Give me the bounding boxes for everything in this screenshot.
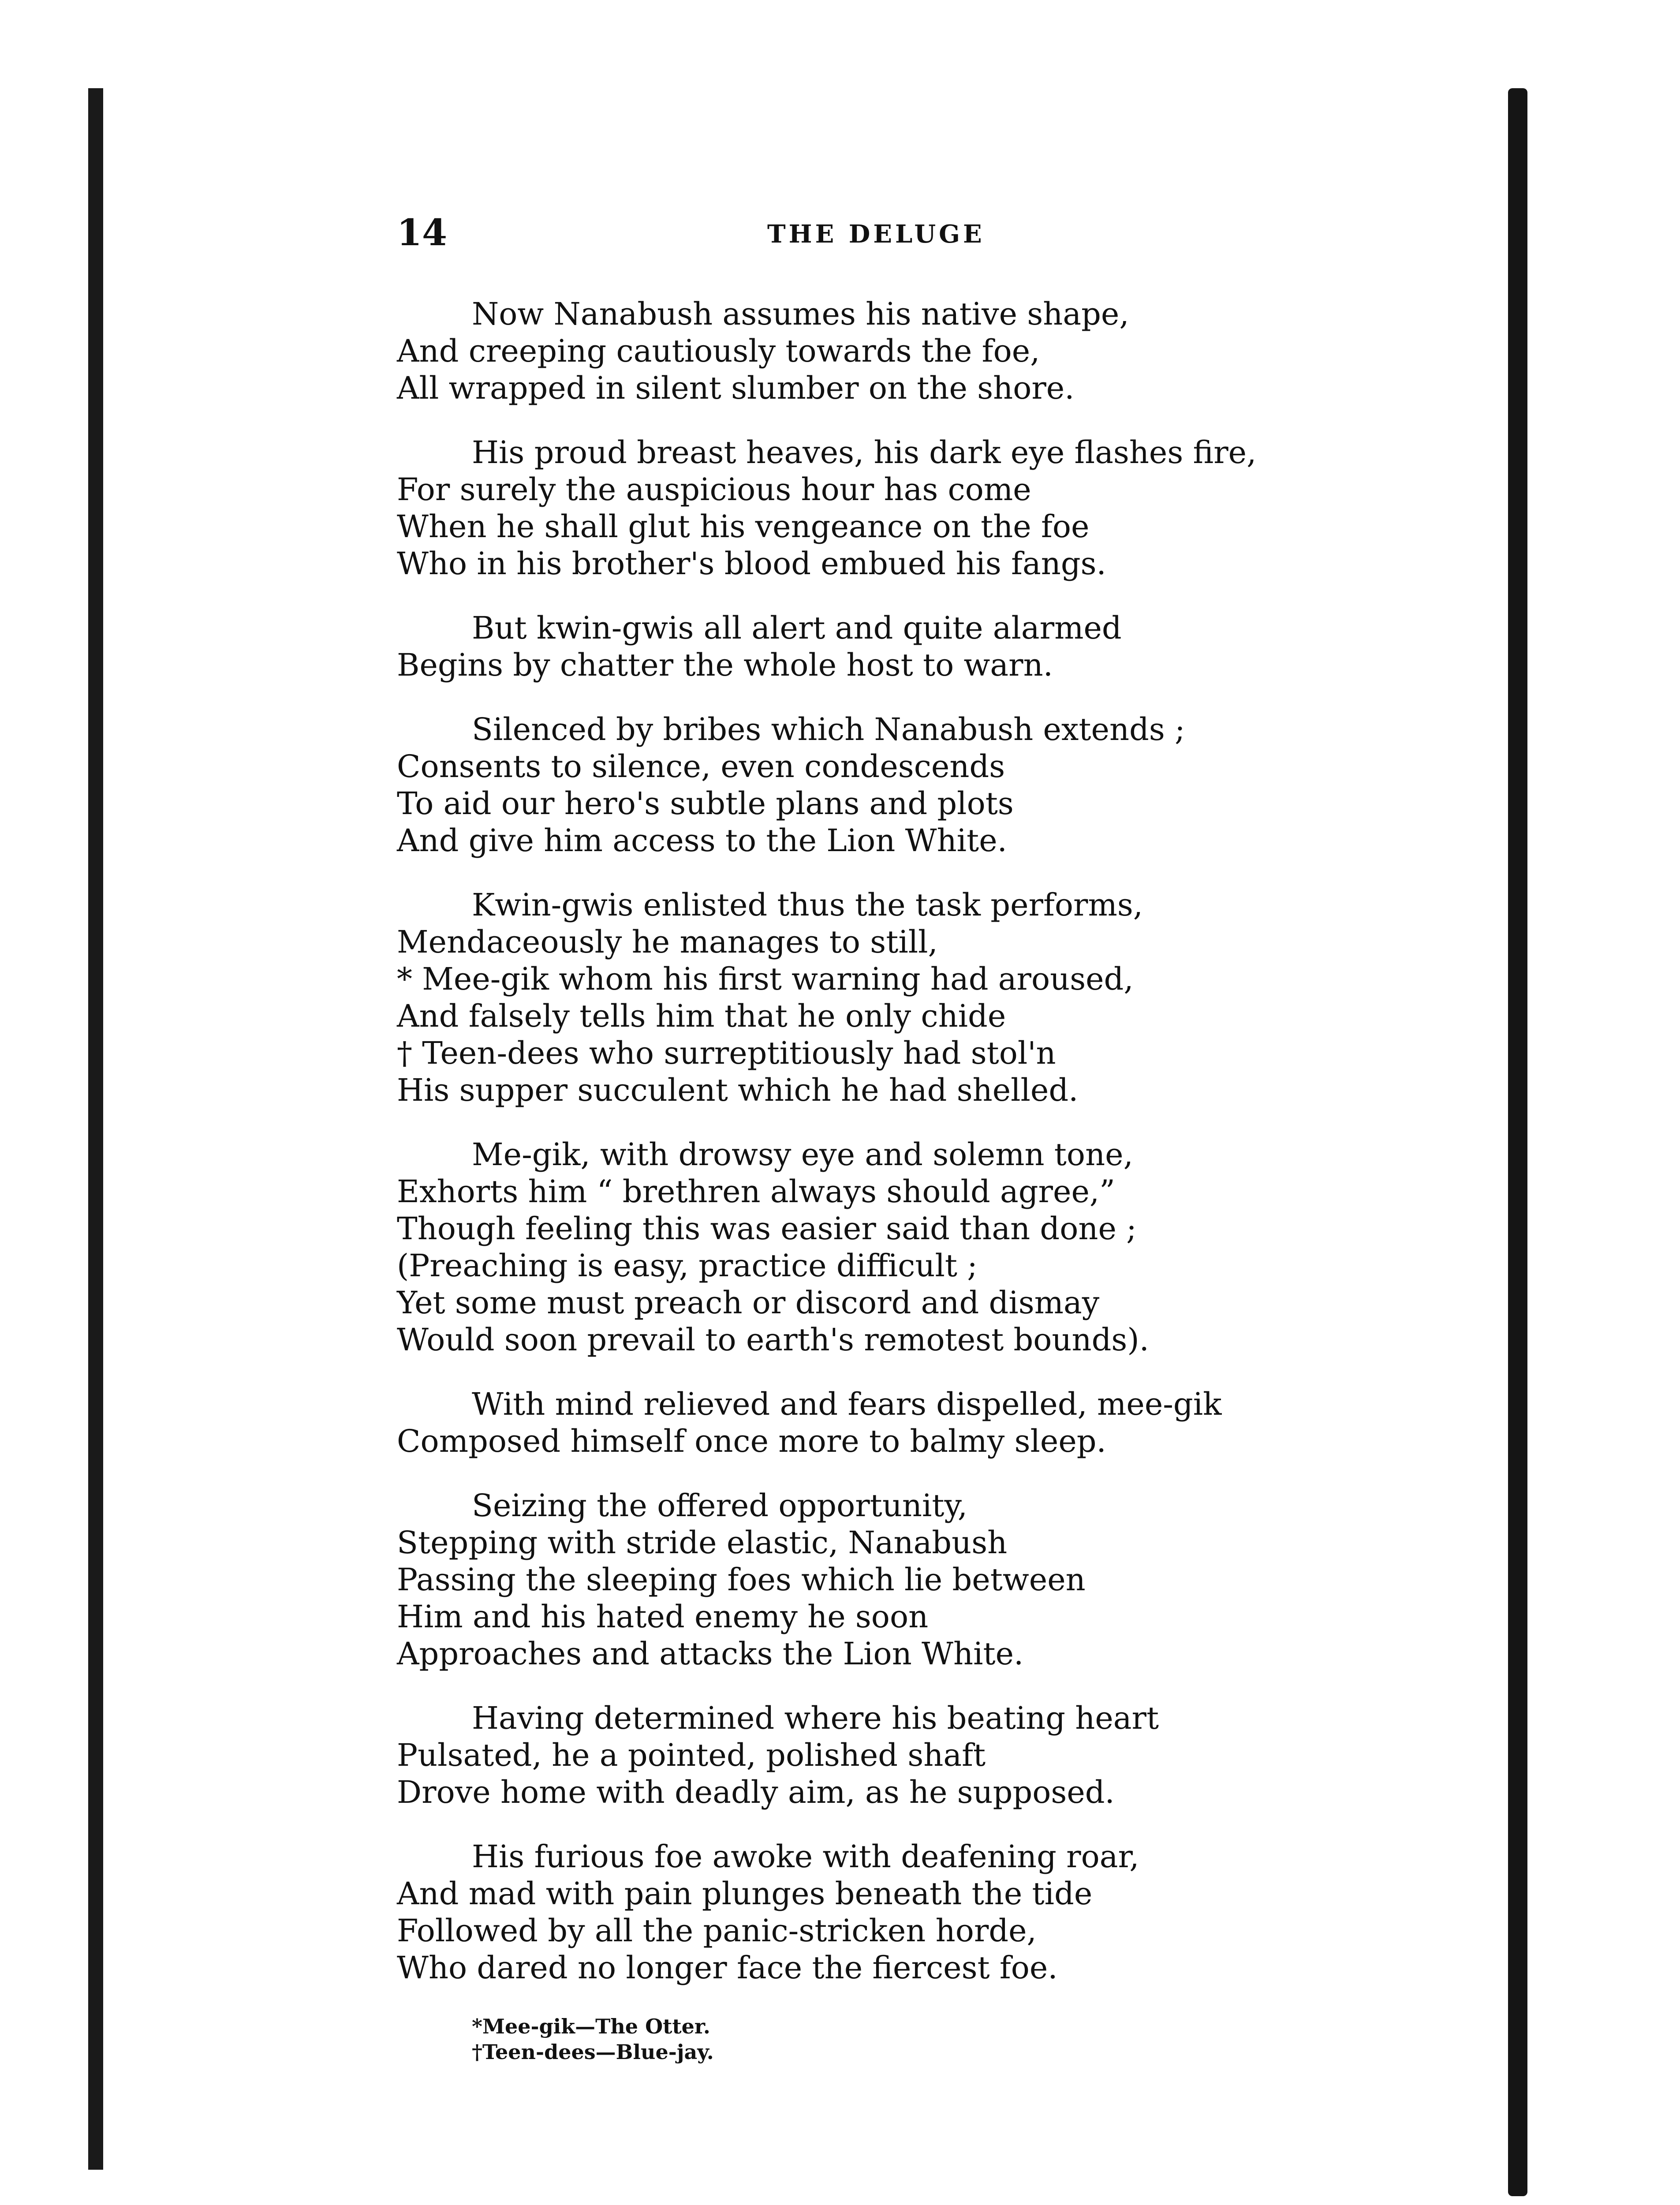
poem-line: With mind relieved and fears dispelled, mee-gik [472,1386,1222,1422]
page-header [397,212,1420,265]
poem-line: Passing the sleeping foes which lie between [397,1562,1086,1598]
footnotes [472,2014,1420,2065]
poem-line: Now Nanabush assumes his native shape, [472,296,1129,332]
left-page-edge [88,88,103,2170]
poem-line: Silenced by bribes which Nanabush extends ; [472,711,1185,747]
poem-line: Though feeling this was easier said than done ; [397,1211,1137,1247]
poem-line: † Teen-dees who surreptitiously had stol'n [397,1035,1056,1071]
poem-line: Drove home with deadly aim, as he supposed. [397,1774,1115,1810]
stanza [397,1136,1420,1358]
poem-line: To aid our hero's subtle plans and plots [397,785,1014,822]
poem-line: Exhorts him “ brethren always should agree,” [397,1174,1115,1210]
running-title: THE DELUGE [767,220,985,249]
page-number: 14 [397,212,448,254]
poem-line: Would soon prevail to earth's remotest bounds). [397,1322,1149,1358]
stanza [397,609,1420,684]
poem-line: All wrapped in silent slumber on the shore. [397,370,1075,406]
poem-line: When he shall glut his vengeance on the foe [397,508,1090,545]
poem-line: Approaches and attacks the Lion White. [397,1636,1024,1672]
poem-line: For surely the auspicious hour has come [397,471,1031,508]
poem-line: Pulsated, he a pointed, polished shaft [397,1737,986,1773]
poem-line: And mad with pain plunges beneath the tide [397,1876,1093,1912]
poem-line: * Mee-gik whom his first warning had aroused, [397,961,1134,997]
poem-body [397,295,1420,1986]
poem-line: Him and his hated enemy he soon [397,1599,929,1635]
poem-line: Consents to silence, even condescends [397,748,1005,785]
footnote: †Teen-dees—Blue-jay. [472,2040,714,2064]
right-page-edge [1508,88,1527,2196]
poem-line: And falsely tells him that he only chide [397,998,1006,1034]
page-content [397,212,1420,2065]
stanza [397,1838,1420,1986]
poem-line: Composed himself once more to balmy sleep. [397,1423,1106,1459]
stanza [397,711,1420,859]
stanza [397,1487,1420,1672]
poem-line: Mendaceously he manages to still, [397,924,938,960]
stanza [397,886,1420,1109]
poem-line: His supper succulent which he had shelled. [397,1072,1079,1108]
footnote: *Mee-gik—The Otter. [472,2014,710,2038]
poem-line: Having determined where his beating heart [472,1700,1159,1736]
stanza [397,1386,1420,1460]
poem-line: Stepping with stride elastic, Nanabush [397,1525,1008,1561]
poem-line: His furious foe awoke with deafening roar, [472,1839,1139,1875]
poem-line: And creeping cautiously towards the foe, [397,333,1040,369]
poem-line: But kwin-gwis all alert and quite alarmed [472,610,1122,646]
stanza [397,295,1420,407]
poem-line: His proud breast heaves, his dark eye flashes fire, [472,434,1257,471]
poem-line: Who in his brother's blood embued his fangs. [397,546,1106,582]
stanza [397,434,1420,582]
poem-line: Who dared no longer face the fiercest foe. [397,1950,1058,1986]
poem-line: (Preaching is easy, practice difficult ; [397,1248,978,1284]
poem-line: Me-gik, with drowsy eye and solemn tone, [472,1136,1133,1173]
poem-line: Followed by all the panic-stricken horde, [397,1913,1037,1949]
poem-line: Kwin-gwis enlisted thus the task performs, [472,887,1143,923]
poem-line: Seizing the offered opportunity, [472,1487,967,1524]
poem-line: And give him access to the Lion White. [397,822,1007,859]
poem-line: Begins by chatter the whole host to warn. [397,647,1053,683]
stanza [397,1700,1420,1811]
poem-line: Yet some must preach or discord and dismay [397,1285,1100,1321]
